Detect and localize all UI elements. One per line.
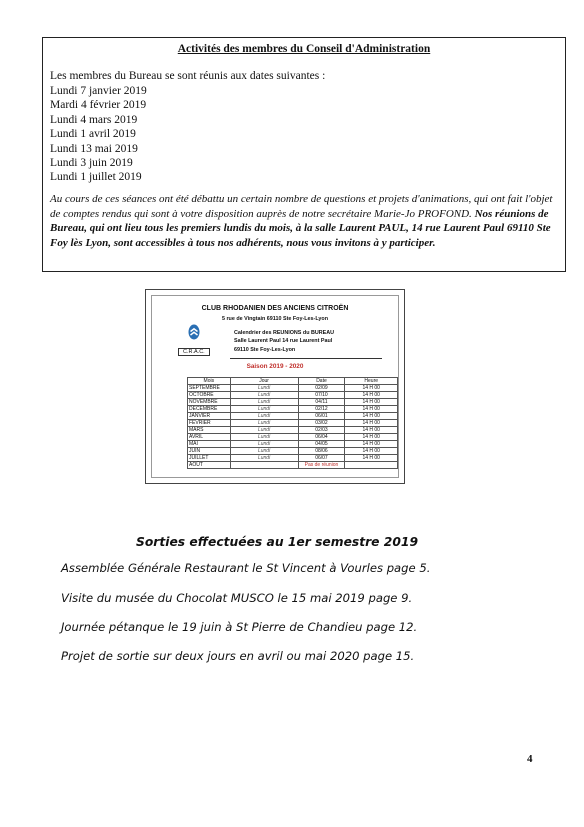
table-cell: 07/10 [298,392,345,399]
table-row [188,434,398,441]
club-name: CLUB RHODANIEN DES ANCIENS CITROËN [201,305,349,312]
table-cell: Lundi [230,413,298,420]
table-cell: Lundi [230,455,298,462]
crac-label: C.R.A.C. [178,348,210,356]
divider [230,358,382,359]
outing-item: Visite du musée du Chocolat MUSCO le 15 mai 2019 page 9. [61,591,413,605]
table-cell: 14 H 00 [345,392,398,399]
table-cell: 14 H 00 [345,399,398,406]
meeting-date: Lundi 3 juin 2019 [50,157,133,170]
table-cell: AVRIL [188,434,231,441]
table-cell: 14 H 00 [345,385,398,392]
table-cell: 14 H 00 [345,406,398,413]
table-cell: 14 H 00 [345,420,398,427]
paragraph-italic: Au cours de ces séances ont été débattu un certain nombre de questions et projets d'animations, qui ont fait l'objet de comptes rendus qui sont à votre disposition auprès de notre secrétaire Marie-Jo PROFOND. [50,193,553,220]
table-cell: Lundi [230,448,298,455]
table-cell: 03/02 [298,420,345,427]
table-cell: OCTOBRE [188,392,231,399]
calendar-heading-line: Salle Laurent Paul 14 rue Laurent Paul [234,338,333,345]
meeting-date: Lundi 7 janvier 2019 [50,85,147,97]
meeting-date: Lundi 4 mars 2019 [50,113,138,126]
table-row [188,385,398,392]
table-cell: 14 H 00 [345,455,398,462]
table-cell: 02/03 [298,427,345,434]
table-cell: Lundi [230,385,298,392]
table-cell: 06/04 [298,434,345,441]
calendar-inner-frame [151,295,399,478]
table-row [188,406,398,413]
table-row [188,462,398,469]
table-cell: 14 H 00 [345,427,398,434]
page-number: 4 [527,753,533,765]
table-cell: Lundi [230,427,298,434]
table-row [188,455,398,462]
column-header: Date [298,378,345,385]
meeting-calendar-image [145,289,405,484]
table-cell [345,462,398,469]
table-row [188,413,398,420]
table-cell: AOÛT [188,462,231,469]
column-header: Jour [230,378,298,385]
table-cell: Pas de réunion [298,462,345,469]
table-cell: NOVEMBRE [188,399,231,406]
table-cell [230,462,298,469]
table-cell: FEVRIER [188,420,231,427]
table-cell: Lundi [230,399,298,406]
column-header: Mois [188,378,231,385]
table-cell: Lundi [230,434,298,441]
box-paragraph [50,192,565,250]
meeting-date: Lundi 13 mai 2019 [50,142,138,155]
citroen-chevron-logo-icon [188,324,200,340]
meeting-date: Lundi 1 avril 2019 [50,128,136,141]
column-header: Heure [345,378,398,385]
calendar-heading-line: Calendrier des REUNIONS du BUREAU [234,330,335,336]
table-cell: 02/09 [298,385,345,392]
outings-heading: Sorties effectuées au 1er semestre 2019 [136,535,419,549]
table-row [188,441,398,448]
table-cell: JANVIER [188,413,231,420]
table-cell: 14 H 00 [345,413,398,420]
outing-item: Assemblée Générale Restaurant le St Vincent à Vourles page 5. [61,561,431,575]
table-cell: 04/11 [298,399,345,406]
table-row [188,427,398,434]
calendar-table [187,377,398,469]
season-label: Saison 2019 - 2020 [246,363,304,370]
meeting-dates-list [50,84,147,185]
box-title: Activités des membres du Conseil d'Administration [177,43,431,55]
table-cell: JUILLET [188,455,231,462]
table-cell: Lundi [230,392,298,399]
table-cell: 06/07 [298,455,345,462]
table-row [188,448,398,455]
table-cell: DECEMBRE [188,406,231,413]
board-activities-box [42,37,566,272]
table-cell: 14 H 00 [345,434,398,441]
calendar-heading-line: 69110 Ste Foy-Les-Lyon [234,346,296,353]
table-cell: JUIN [188,448,231,455]
table-cell: 02/12 [298,406,345,413]
table-row [188,420,398,427]
table-cell: 14 H 00 [345,441,398,448]
table-row [188,392,398,399]
table-cell: MARS [188,427,231,434]
outing-item: Journée pétanque le 19 juin à St Pierre de Chandieu page 12. [61,620,418,634]
table-cell: 14 H 00 [345,448,398,455]
table-cell: SEPTEMBRE [188,385,231,392]
outing-item: Projet de sortie sur deux jours en avril ou mai 2020 page 15. [61,649,415,663]
table-cell: 06/01 [298,413,345,420]
table-cell: Lundi [230,406,298,413]
club-address: 5 rue de Vingtain 69110 Ste Foy-Les-Lyon [221,316,329,322]
table-row [188,399,398,406]
meeting-date: Mardi 4 février 2019 [50,99,147,112]
meeting-date: Lundi 1 juillet 2019 [50,171,142,184]
table-cell: 04/05 [298,441,345,448]
table-cell: 08/06 [298,448,345,455]
table-cell: Lundi [230,420,298,427]
table-cell: MAI [188,441,231,448]
box-intro: Les membres du Bureau se sont réunis aux dates suivantes : [50,70,326,82]
calendar-heading [234,329,334,354]
table-cell: Lundi [230,441,298,448]
table-header-row [188,378,398,385]
paragraph-bold: Nos réunions de Bureau, qui ont lieu tous les premiers lundis du mois, à la salle Laurent PAUL, 14 rue Laurent Paul 69110 Ste Foy lès Lyon, sont accessibles à tous nos adhérents, nous vous invitons à y participer. [50,207,551,249]
